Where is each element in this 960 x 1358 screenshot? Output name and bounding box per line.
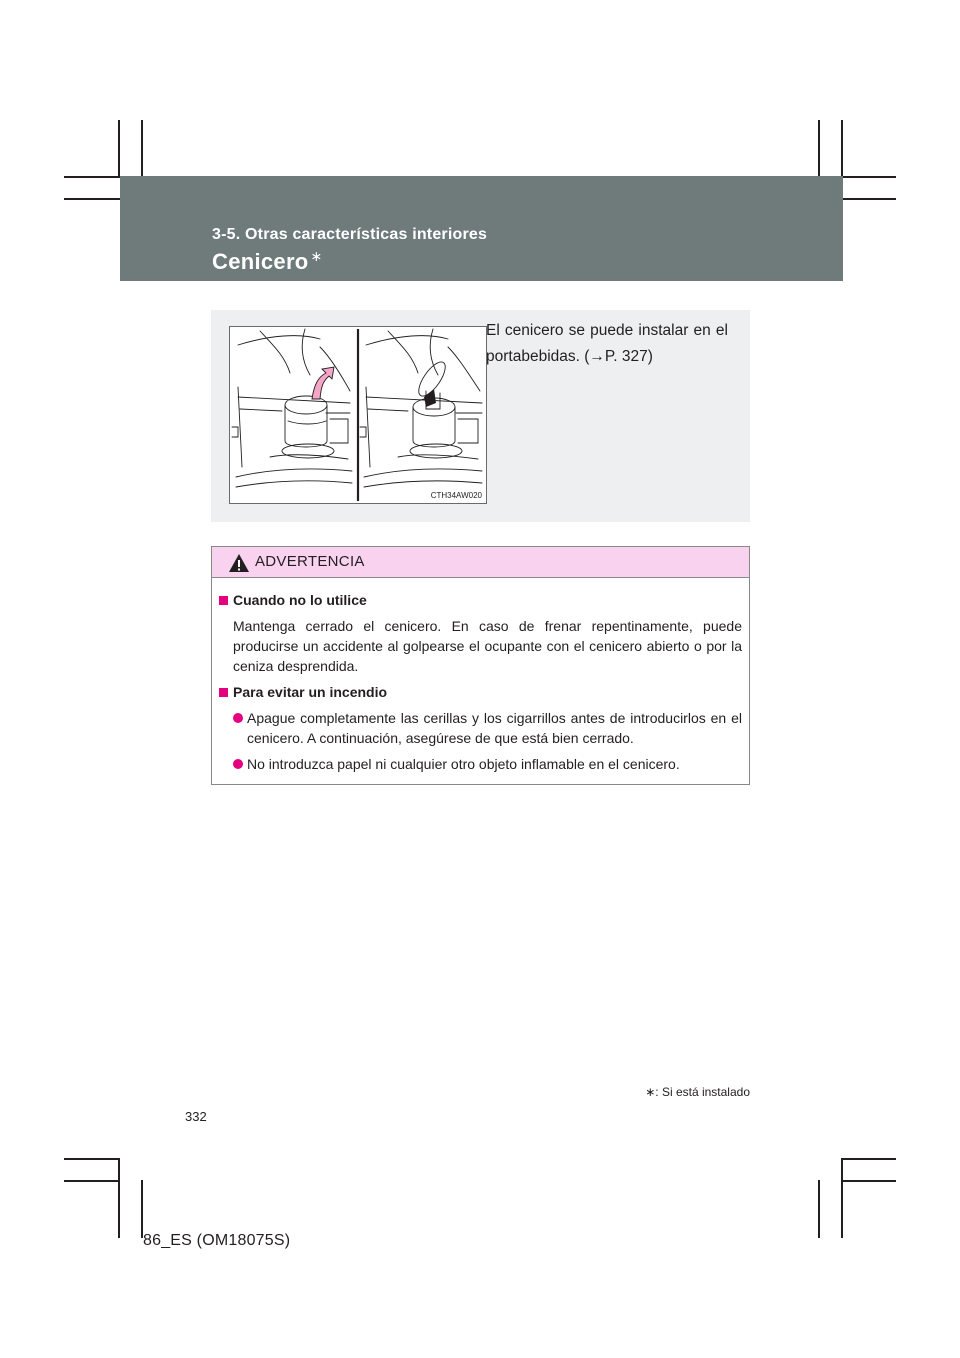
crop-mark	[64, 1180, 120, 1182]
crop-mark	[841, 1158, 843, 1238]
dot-bullet-icon	[233, 713, 243, 723]
warning-heading	[219, 682, 742, 702]
document-id: 86_ES (OM18075S)	[143, 1232, 291, 1249]
footnote: ∗: Si está instalado	[645, 1085, 750, 1099]
warning-heading-text: Para evitar un incendio	[233, 684, 388, 700]
crop-mark	[841, 120, 843, 176]
crop-mark	[843, 198, 896, 200]
crop-mark	[141, 1180, 143, 1238]
warning-heading-text: Cuando no lo utilice	[233, 592, 367, 608]
crop-mark	[843, 176, 896, 178]
info-text: El cenicero se puede instalar en el portabebidas. (→P. 327)	[486, 322, 728, 365]
warning-bullet-text: Apague completamente las cerillas y los cigarrillos antes de introducirlos en el cenicero. A continuación, asegúrese de que está bien cerrado.	[247, 710, 742, 746]
crop-mark	[118, 1158, 120, 1238]
warning-bullet	[233, 708, 742, 748]
crop-mark	[818, 120, 820, 176]
page-number: 332	[185, 1109, 207, 1124]
warning-paragraph: Mantenga cerrado el cenicero. En caso de frenar repentinamente, puede producirse un accidente al golpearse el ocupante con el cenicero abierto o por la ceniza desprendida.	[233, 618, 742, 674]
crop-mark	[818, 1180, 820, 1238]
warning-bullet	[233, 754, 742, 774]
lift-arrow-icon	[312, 367, 334, 399]
square-bullet-icon	[219, 688, 228, 697]
ashtray-illustration	[229, 326, 487, 504]
warning-box	[211, 546, 750, 785]
page-title	[212, 248, 323, 275]
square-bullet-icon	[219, 596, 228, 605]
info-box	[211, 310, 750, 522]
warning-triangle-icon	[228, 553, 250, 573]
warning-body	[212, 578, 749, 774]
warning-bullet-text: No introduzca papel ni cualquier otro objeto inflamable en el cenicero.	[247, 756, 680, 772]
crop-mark	[141, 120, 143, 176]
page-title-text: Cenicero	[212, 249, 309, 274]
warning-heading	[219, 590, 742, 610]
header-band	[120, 176, 843, 281]
dot-bullet-icon	[233, 759, 243, 769]
warning-header	[212, 547, 749, 578]
title-footnote-mark: ∗	[310, 248, 323, 264]
crop-mark	[843, 1180, 896, 1182]
illustration-code: CTH34AW020	[430, 491, 482, 500]
warning-title: ADVERTENCIA	[255, 553, 365, 570]
ashtray-drawing	[230, 327, 486, 503]
crop-mark	[64, 198, 120, 200]
crop-mark	[843, 1158, 896, 1160]
crop-mark	[64, 176, 120, 178]
section-label: 3-5. Otras características interiores	[212, 226, 488, 243]
crop-mark	[118, 120, 120, 176]
crop-mark	[64, 1158, 120, 1160]
